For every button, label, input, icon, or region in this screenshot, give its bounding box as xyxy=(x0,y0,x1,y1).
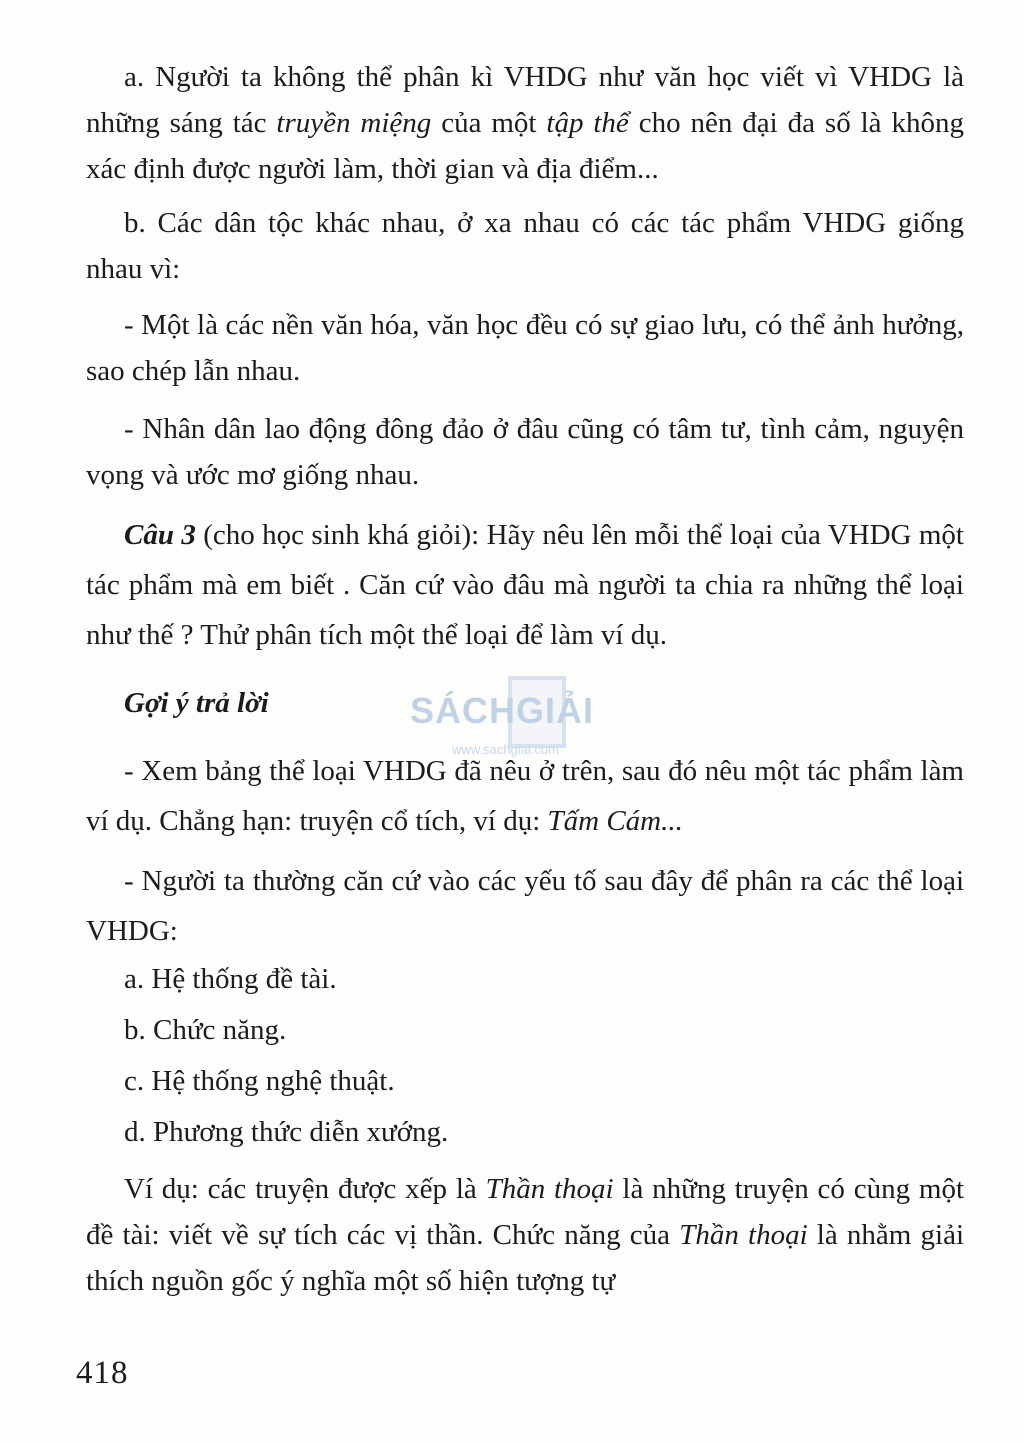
list-item: d. Phương thức diễn xướng. xyxy=(124,1116,449,1148)
paragraph-dash-2: - Nhân dân lao động đông đảo ở đâu cũng có tâm tư, tình cảm, nguyện vọng và ước mơ giống nhau. xyxy=(86,413,964,491)
list-item: b. Chức năng. xyxy=(124,1014,287,1046)
question-3: Câu 3 (cho học sinh khá giỏi): Hãy nêu lên mỗi thể loại của VHDG một tác phẩm mà em biết . Căn cứ vào đâu mà người ta chia ra những thể loại như thế ? Thử phân tích một thể loại để làm ví dụ. xyxy=(86,519,964,651)
paragraph-dash-1: - Một là các nền văn hóa, văn học đều có sự giao lưu, có thể ảnh hưởng, sao chép lẫn nhau. xyxy=(86,309,964,387)
paragraph-b: b. Các dân tộc khác nhau, ở xa nhau có các tác phẩm VHDG giống nhau vì: xyxy=(86,207,964,285)
watermark-url: www.sachgiai.com xyxy=(452,742,559,757)
answer-dash-2: - Người ta thường căn cứ vào các yếu tố sau đây để phân ra các thể loại VHDG: xyxy=(86,865,964,947)
watermark-brand: SÁCHGIẢI xyxy=(410,690,595,731)
paragraph-a: a. Người ta không thể phân kì VHDG như văn học viết vì VHDG là những sáng tác truyền miệng của một tập thể cho nên đại đa số là không xác định được người làm, thời gian và địa điểm... xyxy=(86,61,964,185)
question-label: Câu 3 xyxy=(124,519,196,551)
list-item: c. Hệ thống nghệ thuật. xyxy=(124,1065,395,1097)
answer-dash-1: - Xem bảng thể loại VHDG đã nêu ở trên, sau đó nêu một tác phẩm làm ví dụ. Chẳng hạn: truyện cổ tích, ví dụ: Tấm Cám... xyxy=(86,755,964,837)
example-paragraph: Ví dụ: các truyện được xếp là Thần thoại là những truyện có cùng một đề tài: viết về sự tích các vị thần. Chức năng của Thần thoại là nhằm giải thích nguồn gốc ý nghĩa một số hiện tượng tự xyxy=(86,1173,965,1297)
watermark-logo xyxy=(408,676,628,766)
list-item: a. Hệ thống đề tài. xyxy=(124,963,337,995)
answer-heading: Gợi ý trả lời xyxy=(124,687,269,719)
page-number: 418 xyxy=(76,1355,129,1391)
